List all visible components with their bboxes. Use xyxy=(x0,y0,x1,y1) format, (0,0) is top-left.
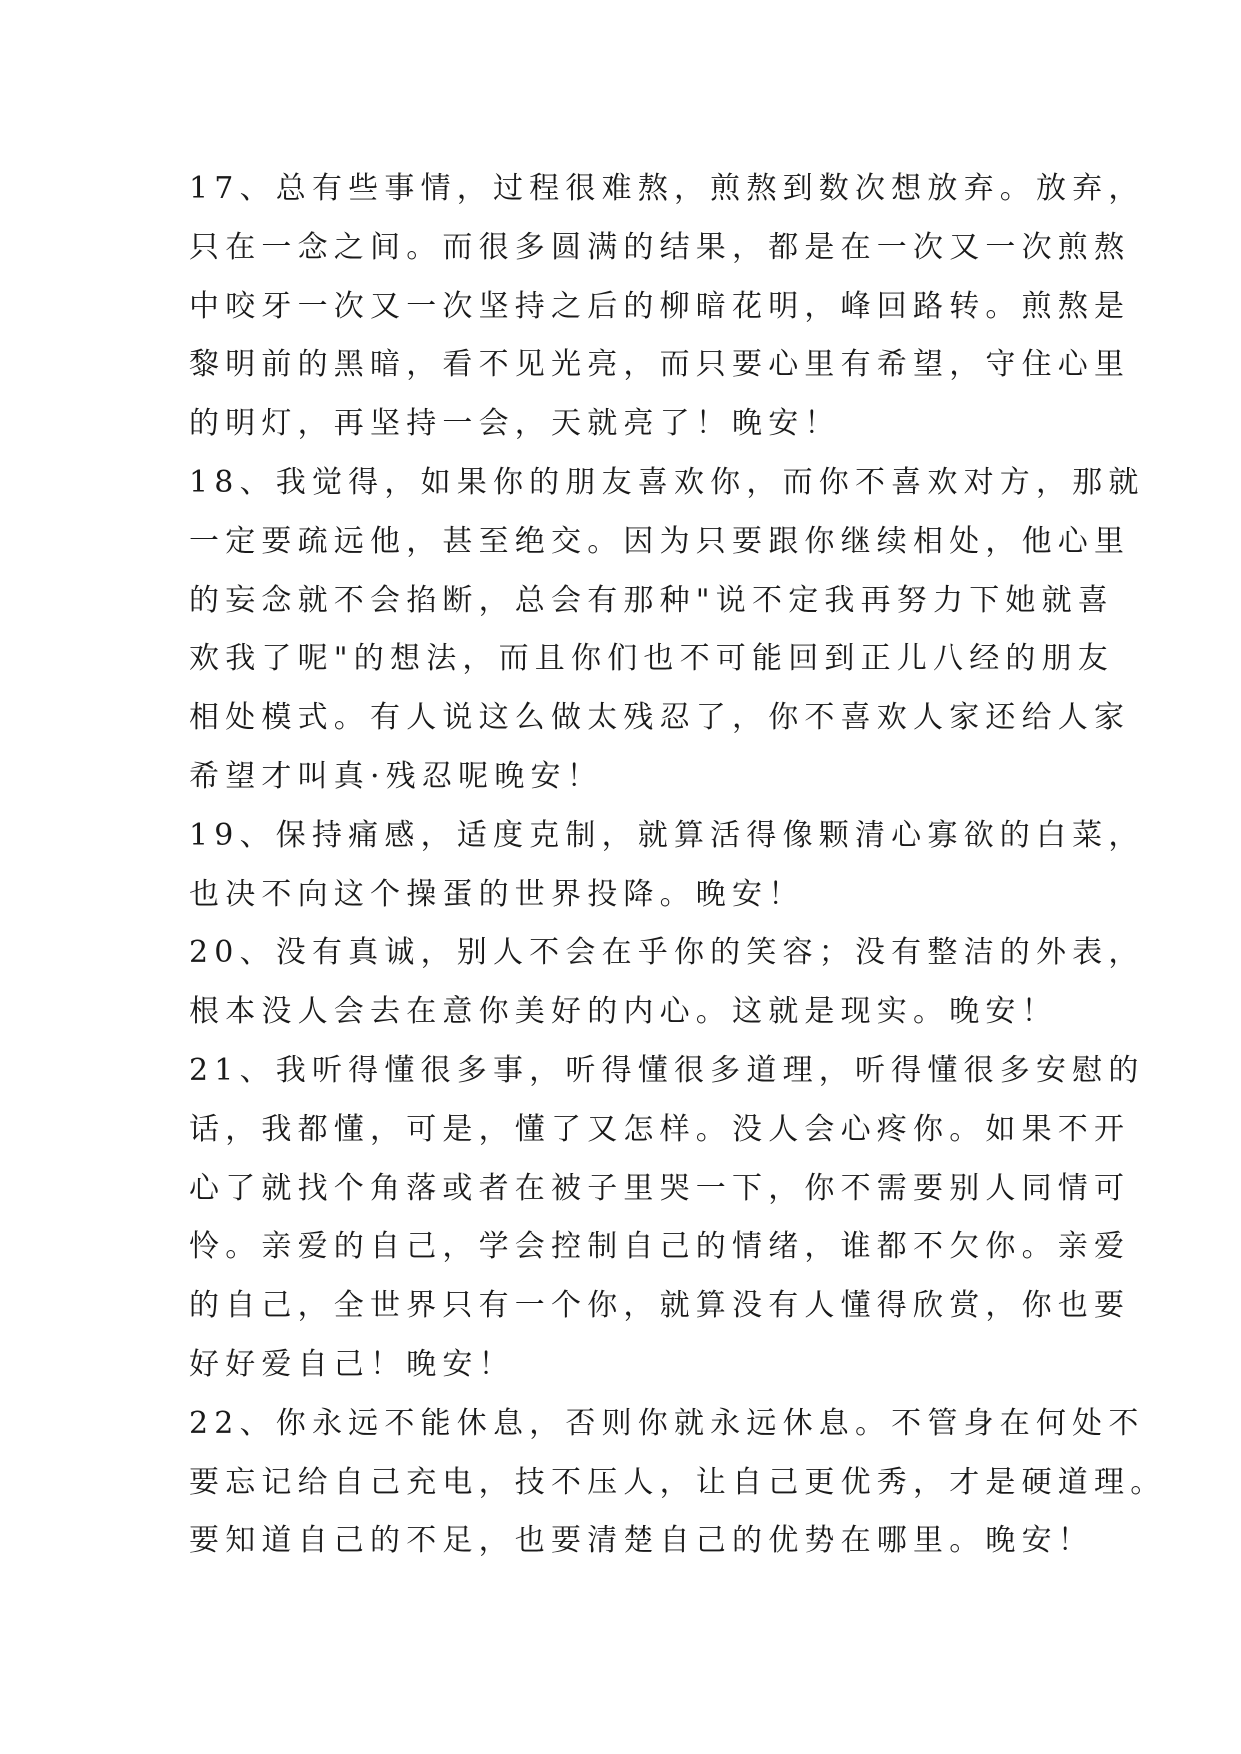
text-line: 22、你永远不能休息，否则你就永远休息。不管身在何处不 xyxy=(189,1405,1145,1441)
text-line: 心了就找个角落或者在被子里哭一下，你不需要别人同情可 xyxy=(189,1170,1131,1206)
text-line: 中咬牙一次又一次坚持之后的柳暗花明，峰回路转。煎熬是 xyxy=(189,288,1131,324)
text-line: 20、没有真诚，别人不会在乎你的笑容；没有整洁的外表， xyxy=(189,935,1145,971)
text-line: 也决不向这个操蛋的世界投降。晚安！ xyxy=(189,876,805,912)
text-line: 18、我觉得，如果你的朋友喜欢你，而你不喜欢对方，那就 xyxy=(189,464,1145,500)
text-line: 的妄念就不会掐断，总会有那种"说不定我再努力下她就喜 xyxy=(189,582,1114,618)
text-line: 怜。亲爱的自己，学会控制自己的情绪，谁都不欠你。亲爱 xyxy=(189,1229,1131,1265)
text-line: 好好爱自己！晚安！ xyxy=(189,1346,515,1382)
text-line: 的明灯，再坚持一会，天就亮了！晚安！ xyxy=(189,406,841,442)
text-line: 17、总有些事情，过程很难熬，煎熬到数次想放弃。放弃， xyxy=(189,171,1145,206)
text-line: 希望才叫真·残忍呢晚安！ xyxy=(189,758,603,794)
text-line: 的自己，全世界只有一个你，就算没有人懂得欣赏，你也要 xyxy=(189,1288,1131,1324)
text-line: 话，我都懂，可是，懂了又怎样。没人会心疼你。如果不开 xyxy=(189,1111,1131,1147)
text-line: 19、保持痛感，适度克制，就算活得像颗清心寡欲的白菜， xyxy=(189,817,1145,853)
text-line: 黎明前的黑暗，看不见光亮，而只要心里有希望，守住心里 xyxy=(189,347,1131,383)
text-line: 只在一念之间。而很多圆满的结果，都是在一次又一次煎熬 xyxy=(189,229,1131,265)
text-line: 根本没人会去在意你美好的内心。这就是现实。晚安！ xyxy=(189,994,1058,1030)
text-line: 21、我听得懂很多事，听得懂很多道理，听得懂很多安慰的 xyxy=(189,1052,1145,1088)
text-line: 一定要疏远他，甚至绝交。因为只要跟你继续相处，他心里 xyxy=(189,523,1131,559)
text-line: 欢我了呢"的想法，而且你们也不可能回到正儿八经的朋友 xyxy=(189,641,1114,677)
text-line: 相处模式。有人说这么做太残忍了，你不喜欢人家还给人家 xyxy=(189,700,1131,736)
document-body xyxy=(189,160,1167,1571)
text-line: 要忘记给自己充电，技不压人，让自己更优秀，才是硬道理。 xyxy=(189,1464,1167,1500)
text-line: 要知道自己的不足，也要清楚自己的优势在哪里。晚安！ xyxy=(189,1523,1094,1559)
